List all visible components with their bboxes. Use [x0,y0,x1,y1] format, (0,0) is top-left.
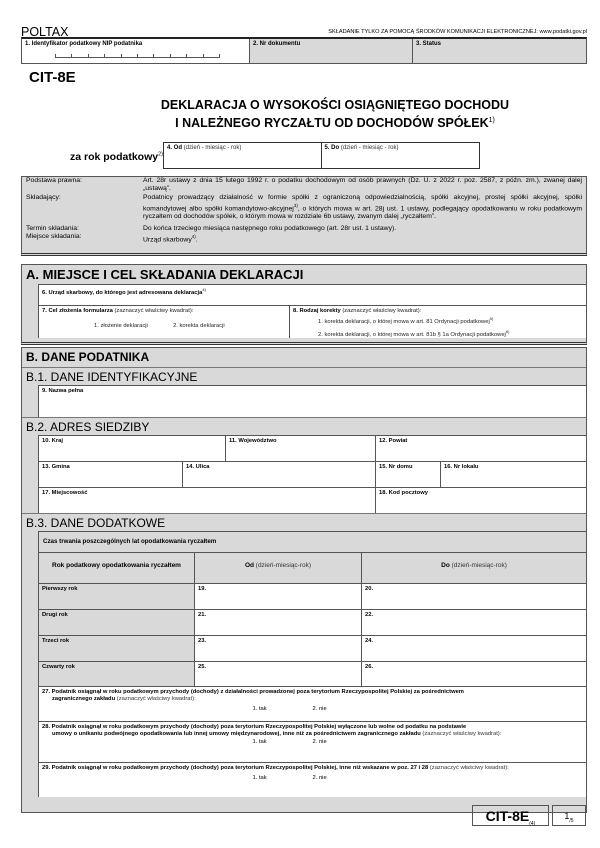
deadline-row: Termin składania: Do końca trzeciego miesiąca następnego roku podatkowego (art. 28r ust. 1 ustawy). [26,224,397,232]
fourth-year-to-field[interactable]: 26. [365,664,374,670]
second-year-from-field[interactable]: 21. [195,610,362,635]
city-field[interactable]: 17. Miejscowość [39,488,376,513]
apartment-number-field[interactable]: 16. Nr lokalu [444,464,479,470]
tax-year-label: za rok podatkowy$^{2)}$ [70,151,163,163]
correction-option-81[interactable]: 1. korekta deklaracji, o której mowa w art. 81 Ordynacji podatkowej$^{5)}$ [318,316,494,325]
full-name-field[interactable]: 9. Nazwa pełna [39,385,586,417]
q29-no-option[interactable]: 2. nie [312,775,327,782]
document-number-field [250,39,413,63]
county-field[interactable]: 12. Powiat [379,438,408,444]
q29-yes-option[interactable]: 1. tak [252,775,267,782]
period-to-field[interactable]: 5. Do (dzień - miesiąc - rok) [324,145,399,151]
first-year-to-field[interactable]: 20. [365,586,374,592]
top-identifier-box [21,37,587,64]
form-purpose-field: 7. Cel złożenia formularza (zaznaczyć właściwy kwadrat): 1. złożenie deklaracji 2. korekta deklaracji [39,306,290,338]
form-title [0,98,600,131]
title-line-2: I NALEŻNEGO RYCZAŁTU OD DOCHODÓW SPÓŁEK$^{1)}$ [175,116,495,131]
third-year-from-field[interactable]: 23. [195,636,362,661]
question-29: 29. Podatnik osiągnął w roku podatkowym przychody (dochody) poza terytorium Rzeczypospolitej Polskiej, inne niż wskazane w poz. 27 i 28 (zaznaczyć właściwy kwadrat): 1. tak 2. nie [39,762,586,797]
footer-form-code: CIT-$8E_{(4)}$ [472,805,549,826]
section-b [21,347,587,813]
correction-type-field: 8. Rodzaj korekty (zaznaczyć właściwy kwadrat): 1. korekta deklaracji, o której mowa w art. 81 Ordynacji podatkowej$^{5)}$ 2. korekta deklaracji, o której mowa w art. 81b § 1a Ordynacji podatkowej$^{6)}$ [290,306,586,338]
first-year-from-field[interactable]: 19. [195,584,362,609]
table-row: Trzeci rok 23. 24. [39,635,586,661]
fourth-year-from-field[interactable]: 25. [195,662,362,686]
section-b1-title: B.1. DANE IDENTYFIKACYJNE [22,367,586,385]
table-row: Drugi rok 21. 22. [39,609,586,635]
q27-yes-option[interactable]: 1. tak [252,706,267,713]
section-b3-title: B.3. DANE DODATKOWE [22,513,586,531]
nip-label: 1. Identyfikator podatkowy NIP podatnika [25,41,143,47]
q28-no-option[interactable]: 2. nie [312,739,327,746]
question-28: 28. Podatnik osiągnął w roku podatkowym przychody (dochody) poza terytorium Rzeczypospolitej Polskiej wyłączone lub wolne od podatku na podstawie umowy o unikaniu podwójnego opodatkowania lub innej umowy międzynarodowej, inne niż za pośrednictwem zagranicznego zakładu (zaznaczyć właściwy kwadrat): 1. tak 2. nie [39,721,586,762]
q27-no-option[interactable]: 2. nie [312,706,327,713]
postal-code-field[interactable]: 18. Kod pocztowy [379,490,428,496]
street-field[interactable]: 14. Ulica [183,462,376,487]
place-row: Miejsce składania: Urząd skarbowy$^{4)}$. [26,233,198,244]
q28-yes-option[interactable]: 1. tak [252,739,267,746]
section-b2-title: B.2. ADRES SIEDZIBY [22,417,586,435]
document-number-label: 2. Nr dokumentu [253,41,301,47]
option-filing[interactable]: 1. złożenie deklaracji [94,323,148,329]
page-number: $1_{/5}$ [552,805,586,826]
section-b-title: B. DANE PODATNIKA [26,350,150,364]
section-a [21,264,587,345]
correction-option-81b[interactable]: 2. korekta deklaracji, o której mowa w art. 81b § 1a Ordynacji podatkowej$^{6)}$ [318,328,510,338]
question-27: 27. Podatnik osiągnął w roku podatkowym przychody (dochody) z działalności prowadzonej poza terytorium Rzeczypospolitej Polskiej za pośrednictwem zagranicznego zakładu (zaznaczyć właściwy kwadrat): 1. tak 2. nie [39,686,586,721]
period-from-field[interactable]: 4. Od (dzień - miesiąc - rok) [164,143,322,168]
voivodeship-field[interactable]: 11. Województwo [226,436,376,461]
tax-year-period [163,142,480,169]
nip-digit-ticks [55,54,220,58]
table-row: Czwarty rok 25. 26. [39,661,586,686]
tax-office-field[interactable]: 6. Urząd skarbowy, do którego jest adresowana deklaracja$^{4)}$ [39,284,586,305]
section-a-title: A. MIEJSCE I CEL SKŁADANIA DEKLARACJI [26,267,304,282]
filer-row: Składający: Podatnicy prowadzący działalność w formie spółki z ograniczoną odpowiedzialnością, spółki akcyjnej, prostej spółki akcyjnej, spółki komandytowej albo spółki komandytowo-akcyjnej$^{3)}$, o których mowa w art. 28j ust. 1 ustawy, podlegający opodatkowaniu w roku podatkowym ryczałtem od dochodów spółek, o którym mowa w rozdziale 6b ustawy, zwanym dalej „ryczałtem”. [26,193,582,221]
third-year-to-field[interactable]: 24. [365,638,374,644]
title-line-1: DEKLARACJA O WYSOKOŚCI OSIĄGNIĘTEGO DOCHODU [160,98,510,112]
info-block [21,176,587,256]
section-a-body [38,284,586,338]
house-number-field[interactable]: 15. Nr domu [376,462,441,487]
tax-period-table-header: Rok podatkowy opodatkowania ryczałtem Od (dzień-miesiąc-rok) Do (dzień-miesiąc-rok) [39,552,586,583]
option-correction[interactable]: 2. korekta deklaracji [173,323,225,329]
legal-basis-row: Podstawa prawna: Art. 28r ustawy z dnia 15 lutego 1992 r. o podatku dochodowym od osób prawnych (Dz. U. z 2022 r. poz. 2587, z późn. zm.), zwanej dalej „ustawą”. [26,177,582,193]
footnote-ref: 1) [488,117,495,124]
country-field[interactable]: 10. Kraj [39,436,226,461]
table-row: Pierwszy rok 19. 20. [39,583,586,609]
commune-field[interactable]: 13. Gmina [39,462,183,487]
status-field [413,39,586,63]
form-code: CIT-8E [29,69,76,86]
second-year-to-field[interactable]: 22. [365,612,374,618]
electronic-filing-notice: SKŁADANIE TYLKO ZA POMOCĄ ŚRODKÓW KOMUNIKACJI ELEKTRONICZNEJ: www.podatki.gov.pl [328,29,587,35]
brand-poltax: POLTAX [21,25,69,39]
nip-field[interactable] [22,39,250,63]
status-label: 3. Status [416,41,442,47]
tax-period-table-caption: Czas trwania poszczególnych lat opodatkowania ryczałtem [39,531,586,552]
